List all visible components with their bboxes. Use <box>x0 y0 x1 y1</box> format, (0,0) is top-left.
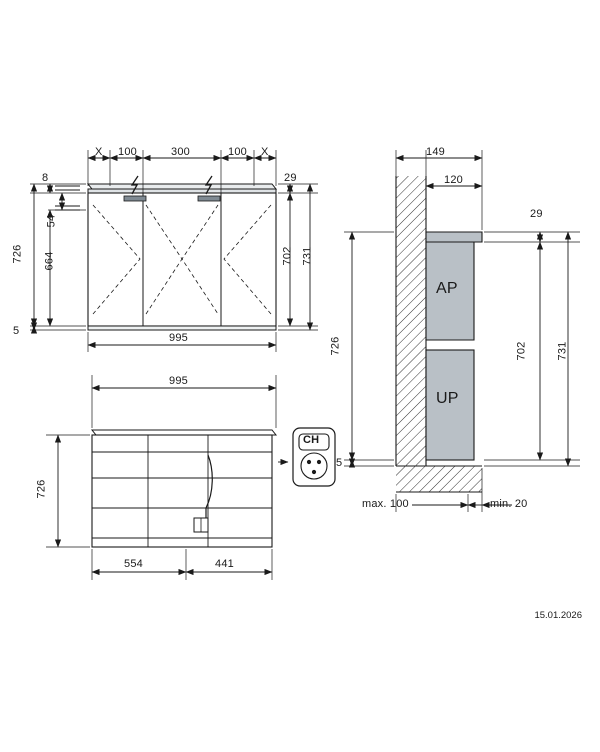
top-view-geometry <box>92 430 276 547</box>
dim-top-726: 726 <box>35 479 48 499</box>
dim-top-441: 441 <box>215 558 234 570</box>
label-ap: AP <box>436 280 458 297</box>
dim-front-731: 731 <box>301 246 314 266</box>
dim-section-29: 29 <box>530 208 543 220</box>
dim-section-726: 726 <box>329 336 342 356</box>
dim-front-726: 726 <box>11 244 24 264</box>
dim-section-5: 5 <box>336 457 343 469</box>
socket-ch-label: CH <box>303 434 320 446</box>
dim-front-8: 8 <box>42 172 49 184</box>
label-up: UP <box>436 390 459 407</box>
front-elevation-geometry <box>55 176 276 330</box>
dim-top-995: 995 <box>169 375 188 387</box>
dim-section-min-20: min. 20 <box>490 498 528 510</box>
dim-front-x-left: X <box>95 146 103 158</box>
dim-top-554: 554 <box>124 558 143 570</box>
dim-front-54: 54 <box>45 214 58 228</box>
dim-front-x-right: X <box>261 146 269 158</box>
dim-front-100-right: 100 <box>228 146 247 158</box>
drawing-date: 15.01.2026 <box>534 610 582 621</box>
dim-front-5: 5 <box>13 325 20 337</box>
dim-section-max-100: max. 100 <box>362 498 409 510</box>
dim-front-29: 29 <box>284 172 297 184</box>
dim-front-664: 664 <box>43 251 56 271</box>
dim-section-120: 120 <box>444 174 463 186</box>
dim-front-100-left: 100 <box>118 146 137 158</box>
dim-front-300: 300 <box>171 146 190 158</box>
dim-section-702: 702 <box>515 341 528 361</box>
dim-front-995: 995 <box>169 332 188 344</box>
dim-front-702: 702 <box>281 246 294 266</box>
wall-section-geometry <box>396 176 482 492</box>
dim-section-149: 149 <box>426 146 445 158</box>
dim-section-731: 731 <box>556 341 569 361</box>
